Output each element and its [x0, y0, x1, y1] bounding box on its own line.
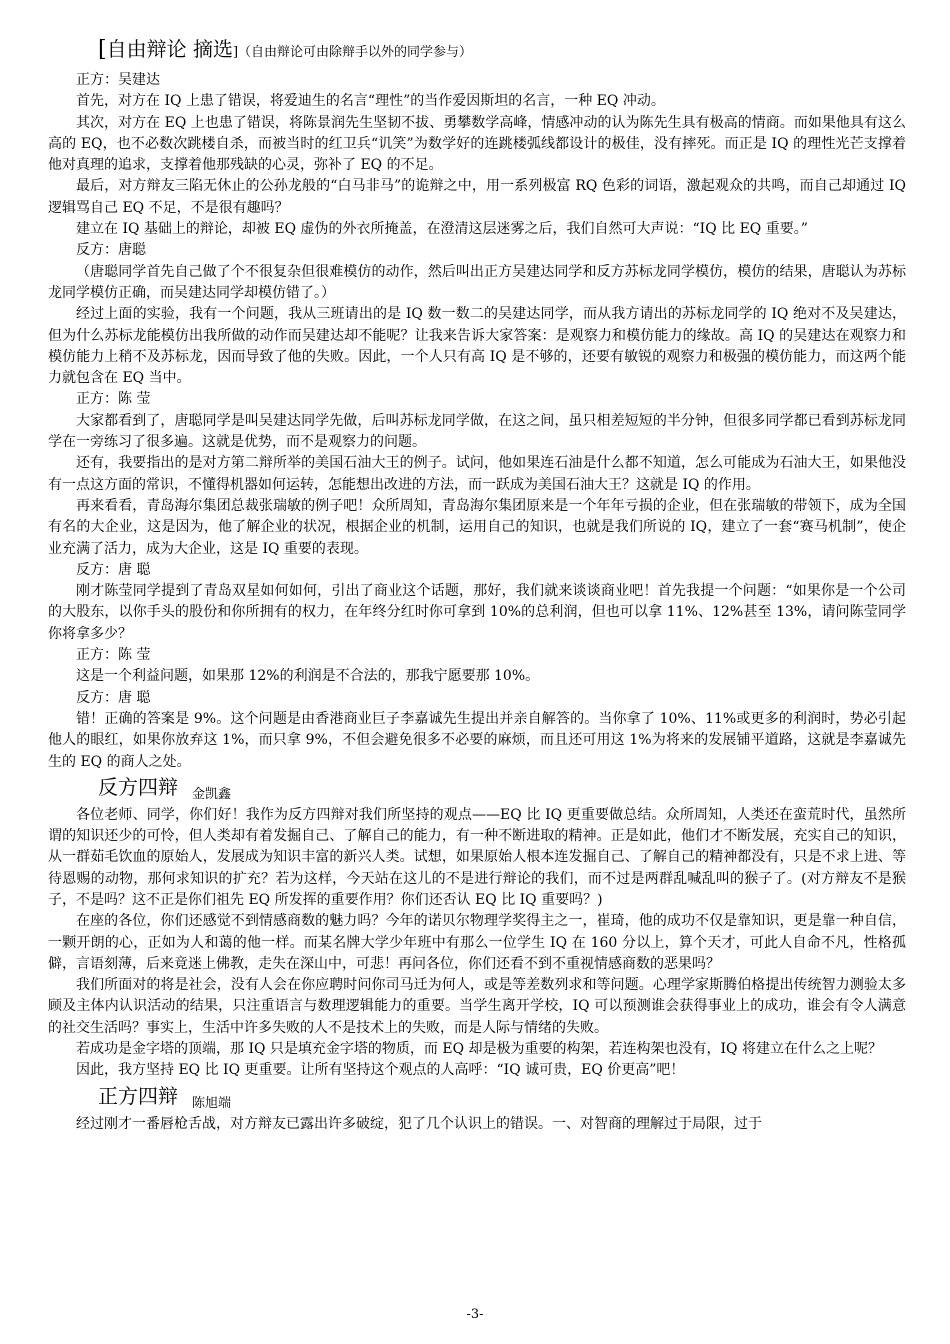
document-page — [48, 34, 906, 1135]
paragraph: 首先，对方在 IQ 上患了错误，将爱迪生的名言“理性”的当作爱因斯坦的名言，一种 EQ 冲动。 — [76, 93, 665, 110]
paragraph: 再来看看，青岛海尔集团总裁张瑞敏的例子吧！众所周知，青岛海尔集团原来是一个年年亏损的企业，但在张瑞敏的带领下，成为全国有名的大企业，这是因为，他了解企业的状况，根据企业的机制，运用自己的知识，也就是我们所说的 IQ，建立了一套“赛马机制”，使企业充满了活力，成为大企业，这是 IQ 重要的表现。 — [48, 497, 906, 557]
speaker-name: 金凯鑫 — [192, 786, 232, 802]
heading-right-bracket: ] — [232, 45, 239, 60]
paragraph: 建立在 IQ 基础上的辩论，却被 EQ 虚伪的外衣所掩盖，在澄清这层迷雾之后，我们自然可大声说：“IQ 比 EQ 重要。” — [76, 221, 808, 238]
section-heading-pro-fourth-speaker — [48, 1082, 906, 1114]
paragraph: 这是一个利益问题，如果那 12%的利润是不合法的，那我宁愿要那 10%。 — [76, 668, 540, 685]
paragraph: 在座的各位，你们还感觉不到情感商数的魅力吗？今年的诺贝尔物理学奖得主之一，崔琦，他的成功不仅是靠知识，更是靠一种自信，一颗开朗的心，正如为人和蔼的他一样。而某名牌大学少年班中有那么一位学生 IQ 在 160 分以上，算个天才，可此人自命不凡，性格孤僻，言语刻薄，后来竟迷上佛教，走失在深山中，可悲！再问各位，你们还看不到不重视情感商数的恶果吗？ — [48, 913, 906, 972]
section-heading-con-fourth-speaker — [48, 773, 906, 805]
paragraph: 经过刚才一番唇枪舌战，对方辩友已露出许多破绽，犯了几个认识上的错误。一、对智商的理解过于局限，过于 — [76, 1115, 762, 1132]
section-title: 反方四辩 — [98, 774, 178, 799]
heading-title: 自由辩论 摘选 — [106, 37, 233, 61]
paragraph: 因此，我方坚持 EQ 比 IQ 更重要。让所有坚持这个观点的人高呼：“IQ 诚可贵，EQ 价更高”吧！ — [76, 1062, 685, 1079]
heading-note: （自由辩论可由除辩手以外的同学参与） — [238, 45, 473, 60]
paragraph: （唐聪同学首先自己做了个不很复杂但很难模仿的动作，然后叫出正方吴建达同学和反方苏标龙同学模仿，模仿的结果，唐聪认为苏标龙同学模仿正确，而吴建达同学却模仿错了。） — [48, 263, 906, 301]
speaker-label: 反方：唐 聪 — [76, 689, 151, 706]
section-heading-free-debate — [98, 34, 906, 68]
paragraph: 还有，我要指出的是对方第二辩所举的美国石油大王的例子。试问，他如果连石油是什么都不知道，怎么可能成为石油大王，如果他没有一点这方面的常识，不懂得机器如何运转，怎能想出改进的方法，而一跃成为美国石油大王？这就是 IQ 的作用。 — [48, 455, 906, 493]
paragraph: 经过上面的实验，我有一个问题，我从三班请出的是 IQ 数一数二的吴建达同学，而从我方请出的苏标龙同学的 IQ 绝对不及吴建达，但为什么苏标龙能模仿出我所做的动作而吴建达却不能呢？让我来告诉大家答案：是观察力和模仿能力的缘故。高 IQ 的吴建达在观察力和模仿能力上稍不及苏标龙，因而导致了他的失败。因此，一个人只有高 IQ 是不够的，还要有敏锐的观察力和极强的模仿能力，而这两个能力就包含在 EQ 当中。 — [48, 306, 906, 387]
page-number: -3- — [466, 1307, 484, 1322]
speaker-label: 正方：陈 莹 — [76, 647, 151, 664]
speaker-label: 正方：陈 莹 — [76, 391, 151, 408]
paragraph: 错！正确的答案是 9%。这个问题是由香港商业巨子李嘉诚先生提出并亲自解答的。当你拿了 10%、11%或更多的利润时，势必引起他人的眼红，如果你放弃这 1%，而只拿 9%，不但会避免很多不必要的麻烦，而且还可用这 1%为将来的发展铺平道路，这就是李嘉诚先生的 EQ 的商人之处。 — [48, 710, 906, 770]
paragraph: 大家都看到了，唐聪同学是叫吴建达同学先做，后叫苏标龙同学做，在这之间，虽只相差短短的半分钟，但很多同学都已看到苏标龙同学在一旁练习了很多遍。这就是优势，而不是观察力的问题。 — [48, 412, 906, 451]
speaker-label: 反方：唐聪 — [76, 242, 146, 259]
section-title: 正方四辩 — [98, 1083, 178, 1108]
paragraph: 各位老师、同学，你们好！我作为反方四辩对我们所坚持的观点——EQ 比 IQ 更重要做总结。众所周知，人类还在蛮荒时代，虽然所谓的知识还少的可怜，但人类却有着发掘自己、了解自己的能力，有一种不断进取的精神。正是如此，他们才不断发展，充实自己的知识，从一群茹毛饮血的原始人，发展成为知识丰富的新兴人类。试想，如果原始人根本连发掘自己、了解自己的精神都没有，只是不求上进、等待恩赐的动物，那何求知识的扩充？若为这样，今天站在这儿的不是进行辩论的我们，而不过是两群乱喊乱叫的猴子了。(对方辩友不是猴子，不是吗？这不正是你们祖先 EQ 所发挥的重要作用？你们还否认 EQ 比 IQ 重要吗？) — [48, 806, 906, 908]
speaker-label: 正方：吴建达 — [76, 72, 160, 88]
paragraph: 我们所面对的将是社会，没有人会在你应聘时问你司马迁为何人，或是等差数列求和等问题。心理学家斯腾伯格提出传统智力测验太多顾及主体内认识活动的结果，只注重语言与数理逻辑能力的重要。当学生离开学校，IQ 可以预测谁会获得事业上的成功，谁会有令人满意的社交生活吗？事实上，生活中许多失败的人不是技术上的失败，而是人际与情绪的失败。 — [48, 977, 906, 1036]
paragraph: 若成功是金字塔的顶端，那 IQ 只是填充金字塔的物质，而 EQ 却是极为重要的构架，若连构架也没有，IQ 将建立在什么之上呢？ — [76, 1041, 882, 1058]
paragraph: 刚才陈莹同学提到了青岛双星如何如何，引出了商业这个话题，那好，我们就来谈谈商业吧！首先我提一个问题：“如果你是一个公司的大股东，以你手头的股份和你所拥有的权力，在年终分红时你可拿到 10%的总利润，但也可以拿 11%、12%甚至 13%，请问陈莹同学你将拿多少？ — [48, 583, 906, 642]
heading-left-bracket: [ — [98, 37, 107, 62]
speaker-label: 反方：唐 聪 — [76, 561, 151, 578]
speaker-name: 陈旭端 — [192, 1095, 232, 1111]
paragraph: 其次，对方在 EQ 上也患了错误，将陈景润先生坚韧不拔、勇攀数学高峰，情感冲动的认为陈先生具有极高的情商。而如果他具有这么高的 EQ，也不必数次跳楼自杀，而被当时的红卫兵“讥笑”为数学好的连跳楼弧线都设计的极佳，没有摔死。而正是 IQ 的理性光芒支撑着他对真理的追求，支撑着他那残缺的心灵，弥补了 EQ 的不足。 — [48, 114, 906, 174]
paragraph: 最后，对方辩友三陷无休止的公孙龙般的“白马非马”的诡辩之中，用一系列极富 RQ 色彩的词语，激起观众的共鸣，而自己却通过 IQ 逻辑骂自己 EQ 不足，不是很有趣吗？ — [48, 178, 906, 216]
